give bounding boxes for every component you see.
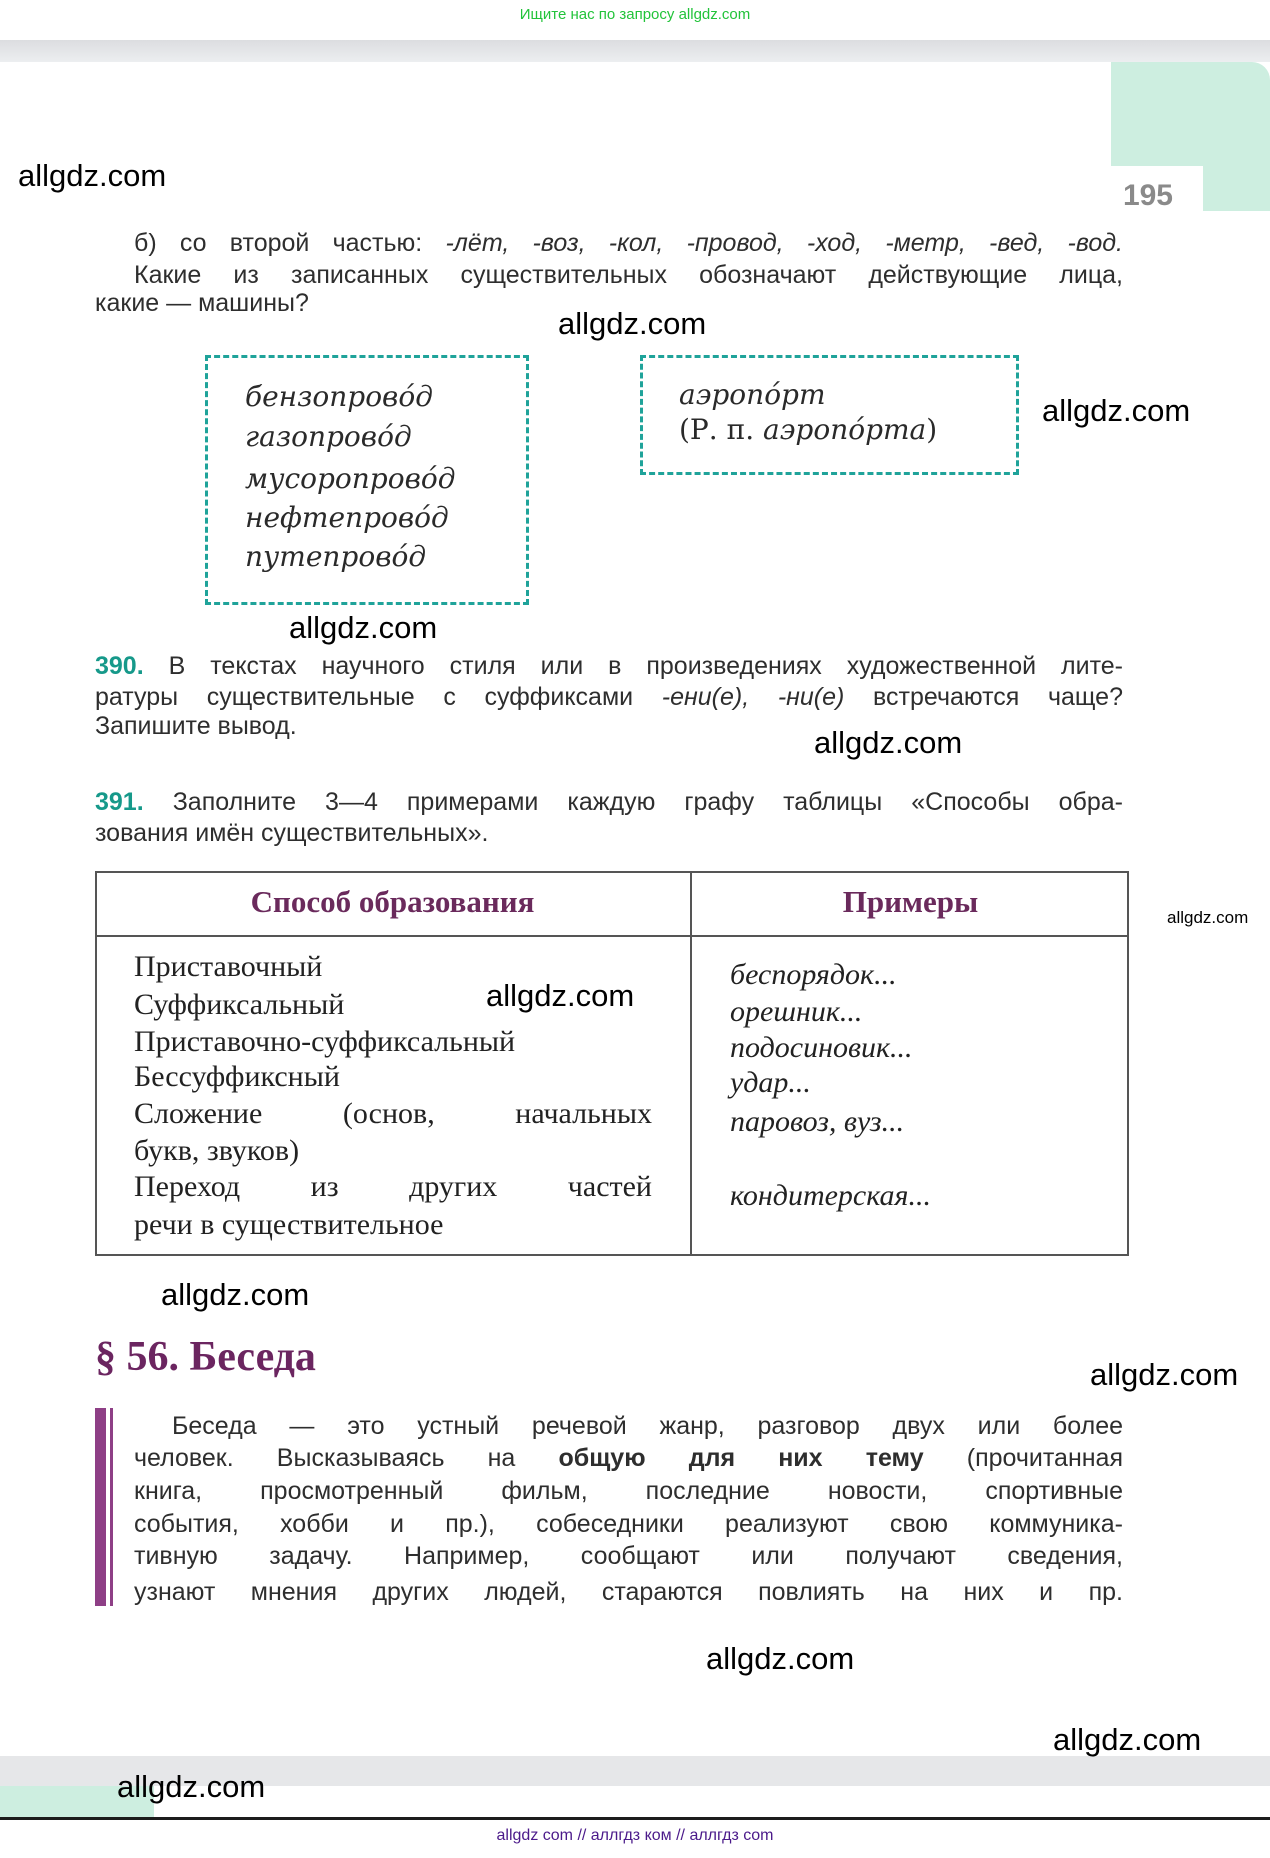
table-example: паровоз, вуз... [730, 1105, 905, 1138]
watermark: allgdz.com [706, 1641, 855, 1676]
definition-line: человек. Высказываясь на общую для них тему (прочитанная [134, 1444, 1124, 1472]
table-header-examples: Примеры [842, 884, 979, 919]
table-example: подосиновик... [730, 1031, 913, 1064]
watermark: allgdz.com [1090, 1357, 1239, 1392]
word-item: бензопрово́д [245, 380, 433, 413]
table-method: Переход из других частей [134, 1170, 652, 1203]
footer-links: allgdz com // аллгдз ком // аллгдз com [496, 1827, 774, 1844]
word-item: мусоропрово́д [245, 462, 456, 495]
definition-line: узнают мнения других людей, стараются повлиять на них и пр. [134, 1578, 1123, 1606]
table-method: Приставочно-суффиксальный [134, 1025, 516, 1058]
table-example: удар... [730, 1066, 811, 1099]
page-gap [0, 40, 1270, 62]
watermark: allgdz.com [1167, 908, 1249, 927]
table-method: букв, звуков) [134, 1134, 300, 1167]
table-method: речи в существительное [134, 1208, 444, 1241]
exercise-390-line-1: 390. В текстах научного стиля или в произведениях художественной лите- [95, 652, 1123, 680]
exercise-390-line-2: ратуры существительные с суффиксами -ени(е), -ни(е) встречаются чаще? [95, 683, 1123, 711]
watermark: allgdz.com [1042, 393, 1191, 428]
table-method: Сложение (основ, начальных [134, 1097, 652, 1130]
definition-line: события, хобби и пр.), собеседники реализуют свою коммуника- [134, 1510, 1123, 1538]
definition-line: Беседа — это устный речевой жанр, разговор двух или более [172, 1412, 1123, 1440]
table-example: кондитерская... [730, 1179, 931, 1212]
divider [0, 1817, 1270, 1820]
watermark: allgdz.com [117, 1769, 266, 1804]
exercise-391-line-2: зования имён существительных». [95, 819, 489, 847]
definition-bar [95, 1408, 106, 1606]
table-method: Приставочный [134, 950, 323, 983]
watermark: allgdz.com [161, 1277, 310, 1312]
section-title: § 56. Беседа [95, 1334, 316, 1380]
watermark: allgdz.com [1053, 1722, 1202, 1757]
table-header-divider [95, 935, 1129, 937]
watermark: allgdz.com [486, 978, 635, 1013]
definition-bar-thin [110, 1408, 113, 1606]
watermark: allgdz.com [814, 725, 963, 760]
watermark: allgdz.com [18, 158, 167, 193]
definition-line: книга, просмотренный фильм, последние новости, спортивные [134, 1477, 1123, 1505]
definition-line: тивную задачу. Например, сообщают или получают сведения, [134, 1542, 1123, 1570]
table-method: Бессуффиксный [134, 1060, 340, 1093]
search-hint: Ищите нас по запросу allgdz.com [519, 6, 751, 23]
watermark: allgdz.com [289, 610, 438, 645]
table-method: Суффиксальный [134, 988, 345, 1021]
table-example: орешник... [730, 995, 863, 1028]
word-item: аэропо́рт [679, 378, 826, 411]
page-number: 195 [1122, 179, 1173, 212]
intro-line-3: какие — машины? [95, 289, 309, 317]
watermark: allgdz.com [558, 306, 707, 341]
exercise-390-line-3: Запишите вывод. [95, 712, 297, 740]
intro-line-1: б) со второй частью: -лёт, -воз, -кол, -провод, -ход, -метр, -вед, -вод. [134, 229, 1123, 257]
table-header-method: Способ образования [250, 884, 535, 919]
word-genitive: (Р. п. аэропо́рта) [679, 413, 938, 446]
exercise-391-line-1: 391. Заполните 3—4 примерами каждую графу таблицы «Способы обра- [95, 788, 1123, 816]
intro-line-2: Какие из записанных существительных обозначают действующие лица, [134, 261, 1123, 289]
word-item: нефтепрово́д [245, 501, 449, 534]
table-column-divider [690, 871, 692, 1256]
word-item: путепрово́д [245, 540, 427, 573]
word-item: газопрово́д [245, 420, 412, 453]
table-example: беспорядок... [730, 958, 897, 991]
